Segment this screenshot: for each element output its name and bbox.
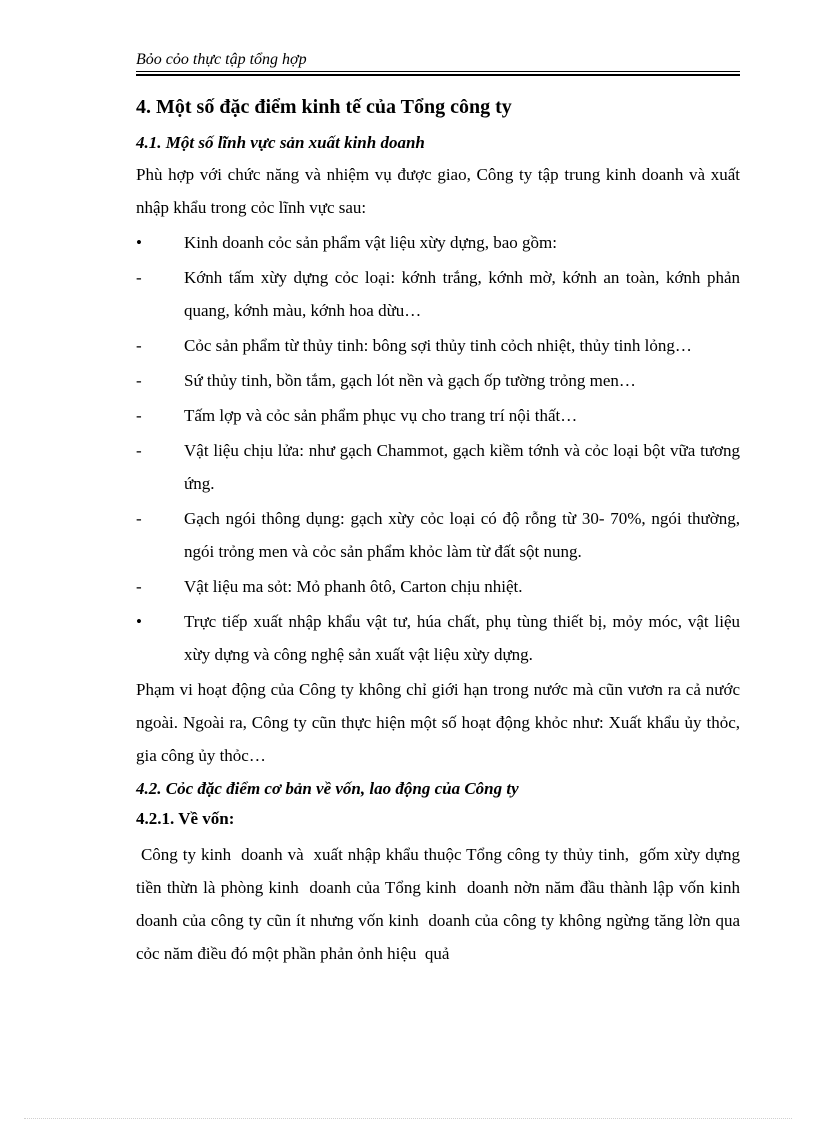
- list-item-text: Cỏc sản phẩm từ thủy tinh: bông sợi thủy tinh cỏch nhiệt, thủy tinh lỏng…: [184, 336, 692, 355]
- list-item-text: Sứ thủy tinh, bồn tắm, gạch lót nền và gạch ốp tường trỏng men…: [184, 371, 636, 390]
- list-item-text: Kớnh tấm xừy dựng cỏc loại: kớnh trắng, kớnh mờ, kớnh an toàn, kớnh phản quang, kớnh màu, kớnh hoa dừu…: [184, 268, 740, 320]
- list-item-text: Kinh doanh cỏc sản phẩm vật liệu xừy dựng, bao gồm:: [184, 233, 557, 252]
- dash-marker: -: [136, 371, 142, 390]
- page-bottom-border: [24, 1118, 792, 1119]
- page-header: [136, 50, 740, 70]
- activity-list: [136, 226, 740, 671]
- list-item: [136, 399, 740, 432]
- list-item: [136, 329, 740, 362]
- header-rule-thick: [136, 74, 740, 76]
- capital-paragraph: Công ty kinh doanh và xuất nhập khẩu thuộc Tổng công ty thủy tinh, gốm xừy dựng tiền thừn là phòng kinh doanh của Tổng kinh doanh nờn năm đầu thành lập vốn kinh doanh của công ty cũn ít nhưng vốn kinh doanh của công ty không ngừng tăng lờn qua cỏc năm điều đó một phần phản ỏnh hiệu quả: [136, 845, 745, 963]
- section-heading: 4. Một số đặc điểm kinh tế của Tổng công ty: [136, 96, 512, 118]
- list-item-text: Trực tiếp xuất nhập khẩu vật tư, húa chất, phụ tùng thiết bị, mỏy móc, vật liệu xừy dựng và công nghệ sản xuất vật liệu xừy dựng.: [184, 612, 740, 664]
- list-item: [136, 364, 740, 397]
- bullet-marker: •: [136, 612, 142, 631]
- list-item: [136, 570, 740, 603]
- list-item: [136, 605, 740, 671]
- dash-marker: -: [136, 268, 142, 287]
- header-rule-thin: [136, 71, 740, 72]
- list-item: [136, 502, 740, 568]
- dash-marker: -: [136, 577, 142, 596]
- scope-paragraph: Phạm vi hoạt động của Công ty không chỉ giới hạn trong nước mà cũn vươn ra cả nước ngoài. Ngoài ra, Công ty cũn thực hiện một số hoạt động khỏc như: Xuất khẩu ủy thỏc, gia công ủy thỏc…: [136, 680, 740, 765]
- dash-marker: -: [136, 406, 142, 425]
- dash-marker: -: [136, 441, 142, 460]
- subsection-heading-4-1: 4.1. Một số lĩnh vực sản xuất kinh doanh: [136, 133, 425, 152]
- list-item-text: Tấm lợp và cỏc sản phẩm phục vụ cho trang trí nội thất…: [184, 406, 578, 425]
- list-item-text: Gạch ngói thông dụng: gạch xừy cỏc loại có độ rỗng từ 30- 70%, ngói thường, ngói trỏng men và cỏc sản phẩm khỏc làm từ đất sột nung.: [184, 509, 740, 561]
- subsection-heading-4-2-1: 4.2.1. Về vốn:: [136, 809, 235, 828]
- list-item: [136, 226, 740, 259]
- list-item: [136, 434, 740, 500]
- subsection-heading-4-2: 4.2. Cỏc đặc điểm cơ bản về vốn, lao động của Công ty: [136, 779, 519, 798]
- list-item-text: Vật liệu chịu lửa: như gạch Chammot, gạch kiềm tớnh và cỏc loại bột vữa tương ứng.: [184, 441, 740, 493]
- intro-paragraph: Phù hợp với chức năng và nhiệm vụ được giao, Công ty tập trung kinh doanh và xuất nhập khẩu trong cỏc lĩnh vực sau:: [136, 165, 740, 217]
- list-item: [136, 261, 740, 327]
- dash-marker: -: [136, 509, 142, 528]
- list-item-text: Vật liệu ma sỏt: Mỏ phanh ôtô, Carton chịu nhiệt.: [184, 577, 523, 596]
- dash-marker: -: [136, 336, 142, 355]
- document-body: [136, 90, 745, 972]
- bullet-marker: •: [136, 233, 142, 252]
- header-title: Bỏo cỏo thực tập tổng hợp: [136, 51, 307, 68]
